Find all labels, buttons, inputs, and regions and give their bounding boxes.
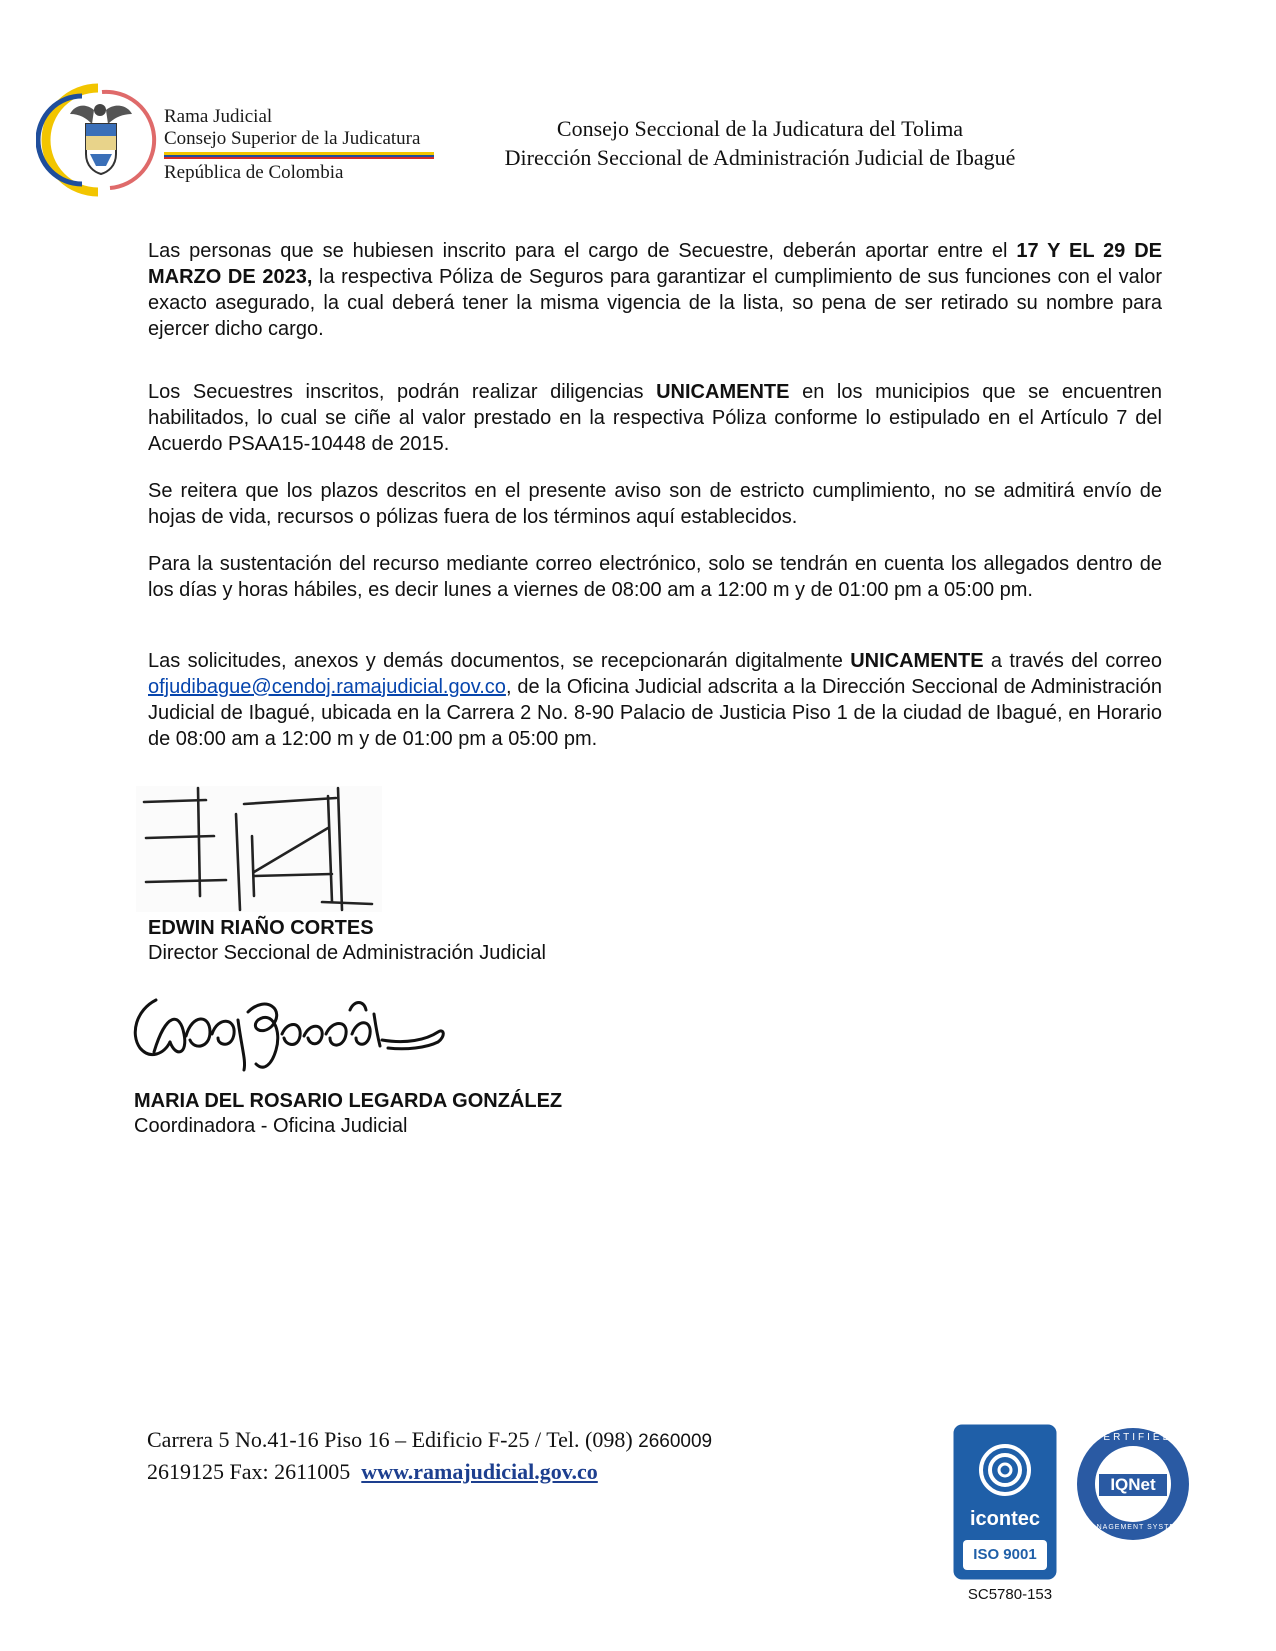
- iqnet-ring-top: CERTIFIED: [1093, 1432, 1173, 1443]
- logo-divider: [164, 152, 434, 162]
- website-link[interactable]: www.ramajudicial.gov.co: [361, 1459, 598, 1484]
- icontec-label: icontec: [969, 1508, 1041, 1530]
- header-title: [450, 114, 1070, 172]
- signer-2-role: Coordinadora - Oficina Judicial: [134, 1115, 408, 1137]
- icontec-certification-logo: [953, 1424, 1057, 1580]
- iqnet-ring-bottom: MANAGEMENT SYSTEM: [1084, 1524, 1182, 1531]
- logo-org-line2: Consejo Superior de la Judicatura: [164, 128, 421, 149]
- p1-text-a: Las personas que se hubiesen inscrito para el cargo de Secuestre, deberán aportar entre el: [148, 240, 1017, 262]
- p5-emphasis: UNICAMENTE: [850, 650, 984, 672]
- iqnet-certification-logo: [1075, 1426, 1191, 1542]
- certificate-code: SC5780-153: [967, 1586, 1053, 1603]
- colombia-coat-of-arms-icon: [36, 80, 166, 200]
- p5-text-d: , de la Oficina Judicial adscrita a la Dirección Seccional de Administración Judicial de Ibagué, ubicada en la Carrera 2 No. 8-90 Palacio de Justicia Piso 1 de la ciudad de Ibagué, en Horario de 08:00 am a 12:00 m y de 01:00 pm a 05:00 pm.: [148, 676, 1162, 750]
- p2-emphasis: UNICAMENTE: [656, 381, 790, 403]
- p1-dates: 17 Y EL 29 DE MARZO DE 2023,: [148, 240, 1162, 288]
- signer-2-name: MARIA DEL ROSARIO LEGARDA GONZÁLEZ: [134, 1090, 563, 1112]
- p2-text-c: en los municipios que se encuentren habilitados, lo cual se ciñe al valor prestado en la respectiva Póliza conforme lo estipulado en el Artículo 7 del Acuerdo PSAA15-10448 de 2015.: [148, 381, 1162, 455]
- p5-text-c: a través del correo: [983, 650, 1162, 672]
- header-line2: Dirección Seccional de Administración Judicial de Ibagué: [504, 145, 1016, 170]
- paragraph-municipios: [148, 379, 1162, 457]
- paragraph-solicitudes: [148, 648, 1162, 752]
- footer-address-text: Carrera 5 No.41-16 Piso 16 – Edificio F-25 / Tel. (098): [147, 1427, 639, 1452]
- p1-text-c: la respectiva Póliza de Seguros para garantizar el cumplimiento de sus funciones con el valor exacto asegurado, la cual deberá tener la misma vigencia de la lista, so pena de ser retirado su nombre para ejercer dicho cargo.: [148, 266, 1163, 340]
- signature-image-1: [136, 786, 382, 912]
- signature-image-2: [126, 990, 456, 1090]
- paragraph-sustentacion: Para la sustentación del recurso mediante correo electrónico, solo se tendrán en cuenta los allegados dentro de los días y horas hábiles, es decir lunes a viernes de 08:00 am a 12:00 m y de 01:00 pm a 05:00 pm.: [148, 553, 1162, 601]
- paragraph-plazos: Se reitera que los plazos descritos en el presente aviso son de estricto cumplimiento, no se admitirá envío de hojas de vida, recursos o pólizas fuera de los términos aquí establecidos.: [148, 480, 1162, 528]
- handwritten-signature-2: [126, 990, 456, 1090]
- logo-org-line1: Rama Judicial: [164, 106, 273, 127]
- handwritten-signature-1: [136, 786, 382, 912]
- logo-org-line3: República de Colombia: [164, 162, 344, 183]
- signer-1-name: EDWIN RIAÑO CORTES: [148, 917, 374, 939]
- footer-line1: [147, 1425, 712, 1457]
- footer-phone: 2660009: [638, 1431, 713, 1452]
- header-line1: Consejo Seccional de la Judicatura del Tolima: [556, 116, 964, 141]
- rama-judicial-logo: [36, 80, 436, 200]
- footer-fax-text: 2619125 Fax: 2611005: [147, 1459, 362, 1484]
- email-link[interactable]: ofjudibague@cendoj.ramajudicial.gov.co: [148, 676, 506, 698]
- p5-text-a: Las solicitudes, anexos y demás documentos, se recepcionarán digitalmente: [148, 650, 851, 672]
- p2-text-a: Los Secuestres inscritos, podrán realizar diligencias: [148, 381, 657, 403]
- signer-1-role: Director Seccional de Administración Judicial: [148, 942, 546, 964]
- iqnet-label: IQNet: [1110, 1475, 1156, 1494]
- iso-label: ISO 9001: [973, 1546, 1037, 1563]
- footer-line2: [147, 1457, 712, 1487]
- paragraph-poliza: [148, 238, 1162, 342]
- footer-address: [147, 1425, 712, 1487]
